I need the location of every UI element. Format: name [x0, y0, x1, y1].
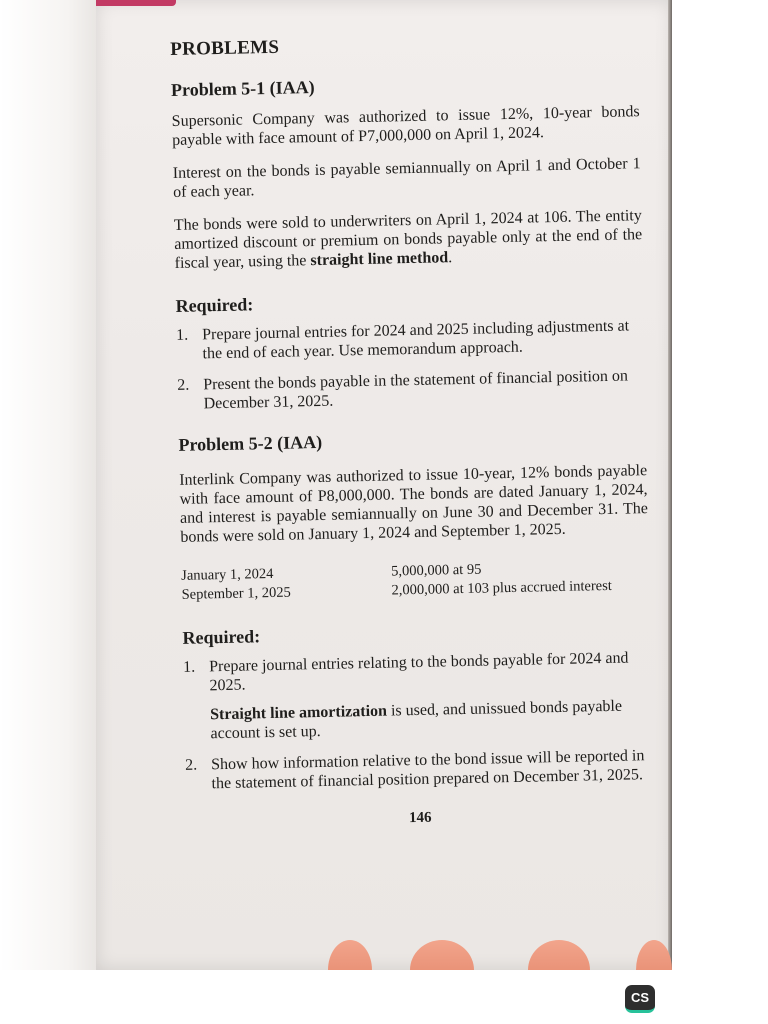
list-item-number: 1. [182, 658, 196, 676]
camscanner-logo: CS [625, 985, 655, 1013]
problem-5-2-para-1: Interlink Company was authorized to issue 10-year, 12% bonds payable with face amount of P8,000,000. The bonds are dated January 1, 2024, and interest is payable semiannually on June 30 and December 31. The bonds were sold on January 1, 2024 and September 1, 2025. [179, 462, 649, 546]
page-right-edge [668, 0, 672, 970]
sub-para-bold: Straight line amortization [209, 702, 388, 724]
problem-5-1-para-2: Interest on the bonds is payable semiannually on April 1 and October 1 of each year. [172, 155, 641, 201]
left-background [0, 0, 96, 970]
sale-date: January 1, 2024 [181, 565, 274, 584]
para-3-bold: straight line method [310, 249, 449, 270]
sub-para-text: is used, and unissued bonds payable account is set up. [210, 697, 623, 743]
list-item-text: Present the bonds payable in the statement of financial position on December 31, 2025. [203, 367, 629, 413]
list-item-number: 2. [185, 756, 198, 774]
problem-5-1-para-3 [174, 206, 643, 273]
page-heading: PROBLEMS [169, 36, 280, 60]
list-item-text: Show how information relative to the bond issue will be reported in the statement of financial position prepared on December 31, 2025. [211, 747, 645, 793]
page-top-edge [96, 0, 176, 6]
list-item-body [209, 648, 653, 743]
list-item-text: Prepare journal entries relating to the bonds payable for 2024 and 2025. [208, 649, 629, 695]
problem-5-2-required-list [183, 648, 654, 794]
problem-5-1-required-list [176, 316, 646, 414]
problem-5-1-para-1: Supersonic Company was authorized to issue 12%, 10-year bonds payable with face amount of P7,000,000 on April 1, 2024. [171, 103, 640, 149]
para-3-end: . [447, 249, 453, 267]
page-text [170, 30, 655, 833]
list-item [176, 316, 645, 364]
list-item-sub-para [210, 696, 653, 743]
problem-5-2-required: Required: [182, 626, 261, 648]
list-item [177, 366, 646, 414]
list-item-number: 1. [176, 326, 189, 344]
problem-5-1-title: Problem 5-1 (IAA) [170, 76, 315, 100]
list-item [185, 746, 654, 794]
bond-sales-table [181, 557, 650, 605]
list-item [183, 648, 653, 744]
problem-5-2-title: Problem 5-2 (IAA) [178, 431, 323, 455]
list-item-text: Prepare journal entries for 2024 and 2025 including adjustments at the end of each year. Use memorandum approach. [202, 317, 630, 363]
list-item-number: 2. [177, 376, 190, 394]
sale-date: September 1, 2025 [181, 584, 291, 603]
sale-detail: 5,000,000 at 95 [391, 561, 482, 580]
sale-detail: 2,000,000 at 103 plus accrued interest [391, 577, 612, 599]
para-3-text: The bonds were sold to underwriters on April 1, 2024 at 106. The entity amortized discount or premium on bonds payable only at the end of the fiscal year, using the [173, 207, 643, 272]
problem-5-1-required: Required: [175, 294, 254, 316]
page-number: 146 [408, 809, 432, 827]
